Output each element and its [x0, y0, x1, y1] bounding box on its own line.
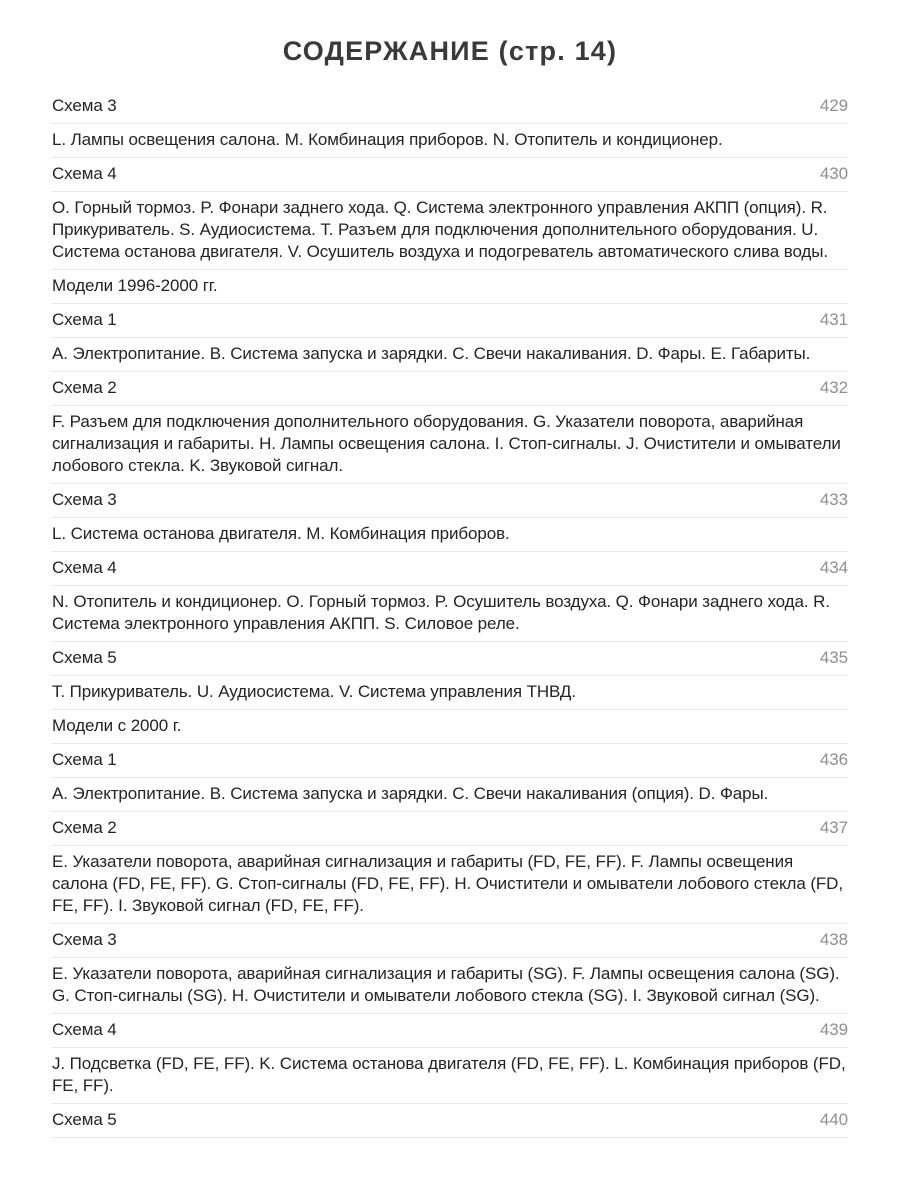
toc-entry-page-number: 431 — [819, 310, 848, 329]
toc-description: L. Лампы освещения салона. M. Комбинация приборов. N. Отопитель и кондиционер. — [52, 124, 848, 158]
toc-entry[interactable] — [52, 924, 848, 958]
toc-entry-page-number: 439 — [819, 1020, 848, 1039]
toc-entry[interactable] — [52, 304, 848, 338]
toc-entry[interactable] — [52, 1104, 848, 1138]
toc-description: F. Разъем для подключения дополнительного оборудования. G. Указатели поворота, аварийная сигнализация и габариты. H. Лампы освещения салона. I. Стоп-сигналы. J. Очистители и омыватели лобового стекла. K. Звуковой сигнал. — [52, 406, 848, 484]
toc-entry-label: Схема 5 — [52, 648, 117, 667]
toc-entry[interactable] — [52, 552, 848, 586]
toc-entry-page-number: 436 — [819, 750, 848, 769]
toc-description: A. Электропитание. B. Система запуска и зарядки. C. Свечи накаливания (опция). D. Фары. — [52, 778, 848, 812]
toc-list — [52, 90, 848, 1138]
toc-entry[interactable] — [52, 90, 848, 124]
toc-description: L. Система останова двигателя. M. Комбинация приборов. — [52, 518, 848, 552]
toc-entry[interactable] — [52, 812, 848, 846]
toc-description: J. Подсветка (FD, FE, FF). K. Система останова двигателя (FD, FE, FF). L. Комбинация приборов (FD, FE, FF). — [52, 1048, 848, 1104]
toc-entry[interactable] — [52, 744, 848, 778]
toc-entry-label: Схема 3 — [52, 930, 117, 949]
toc-entry-label: Схема 5 — [52, 1110, 117, 1129]
toc-entry-page-number: 438 — [819, 930, 848, 949]
toc-entry-page-number: 434 — [819, 558, 848, 577]
toc-description: N. Отопитель и кондиционер. O. Горный тормоз. P. Осушитель воздуха. Q. Фонари заднего хода. R. Система электронного управления АКПП. S. Силовое реле. — [52, 586, 848, 642]
toc-entry-label: Схема 4 — [52, 558, 117, 577]
toc-entry[interactable] — [52, 372, 848, 406]
toc-entry-page-number: 435 — [819, 648, 848, 667]
toc-description: E. Указатели поворота, аварийная сигнализация и габариты (FD, FE, FF). F. Лампы освещения салона (FD, FE, FF). G. Стоп-сигналы (FD, FE, FF). H. Очистители и омыватели лобового стекла (FD, FE, FF). I. Звуковой сигнал (FD, FE, FF). — [52, 846, 848, 924]
toc-entry[interactable] — [52, 642, 848, 676]
toc-entry-label: Схема 2 — [52, 818, 117, 837]
toc-entry-page-number: 440 — [819, 1110, 848, 1129]
toc-entry-page-number: 432 — [819, 378, 848, 397]
toc-description: T. Прикуриватель. U. Аудиосистема. V. Система управления ТНВД. — [52, 676, 848, 710]
toc-entry-label: Схема 3 — [52, 96, 117, 115]
toc-entry-label: Схема 4 — [52, 1020, 117, 1039]
toc-entry-label: Схема 4 — [52, 164, 117, 183]
toc-section-header: Модели 1996-2000 гг. — [52, 270, 848, 304]
toc-entry-page-number: 430 — [819, 164, 848, 183]
toc-entry-label: Схема 2 — [52, 378, 117, 397]
page-title: СОДЕРЖАНИЕ (стр. 14) — [282, 36, 618, 66]
toc-entry[interactable] — [52, 484, 848, 518]
toc-description: O. Горный тормоз. P. Фонари заднего хода. Q. Система электронного управления АКПП (опция). R. Прикуриватель. S. Аудиосистема. T. Разъем для подключения дополнительного оборудования. U. Система останова двигателя. V. Осушитель воздуха и подогреватель автоматического слива воды. — [52, 192, 848, 270]
toc-entry-label: Схема 1 — [52, 750, 117, 769]
toc-entry[interactable] — [52, 158, 848, 192]
toc-entry-page-number: 429 — [819, 96, 848, 115]
toc-entry-page-number: 433 — [819, 490, 848, 509]
toc-entry-page-number: 437 — [819, 818, 848, 837]
toc-entry[interactable] — [52, 1014, 848, 1048]
toc-section-header: Модели с 2000 г. — [52, 710, 848, 744]
toc-entry-label: Схема 3 — [52, 490, 117, 509]
toc-entry-label: Схема 1 — [52, 310, 117, 329]
toc-description: E. Указатели поворота, аварийная сигнализация и габариты (SG). F. Лампы освещения салона (SG). G. Стоп-сигналы (SG). H. Очистители и омыватели лобового стекла (SG). I. Звуковой сигнал (SG). — [52, 958, 848, 1014]
toc-description: A. Электропитание. B. Система запуска и зарядки. C. Свечи накаливания. D. Фары. E. Габариты. — [52, 338, 848, 372]
